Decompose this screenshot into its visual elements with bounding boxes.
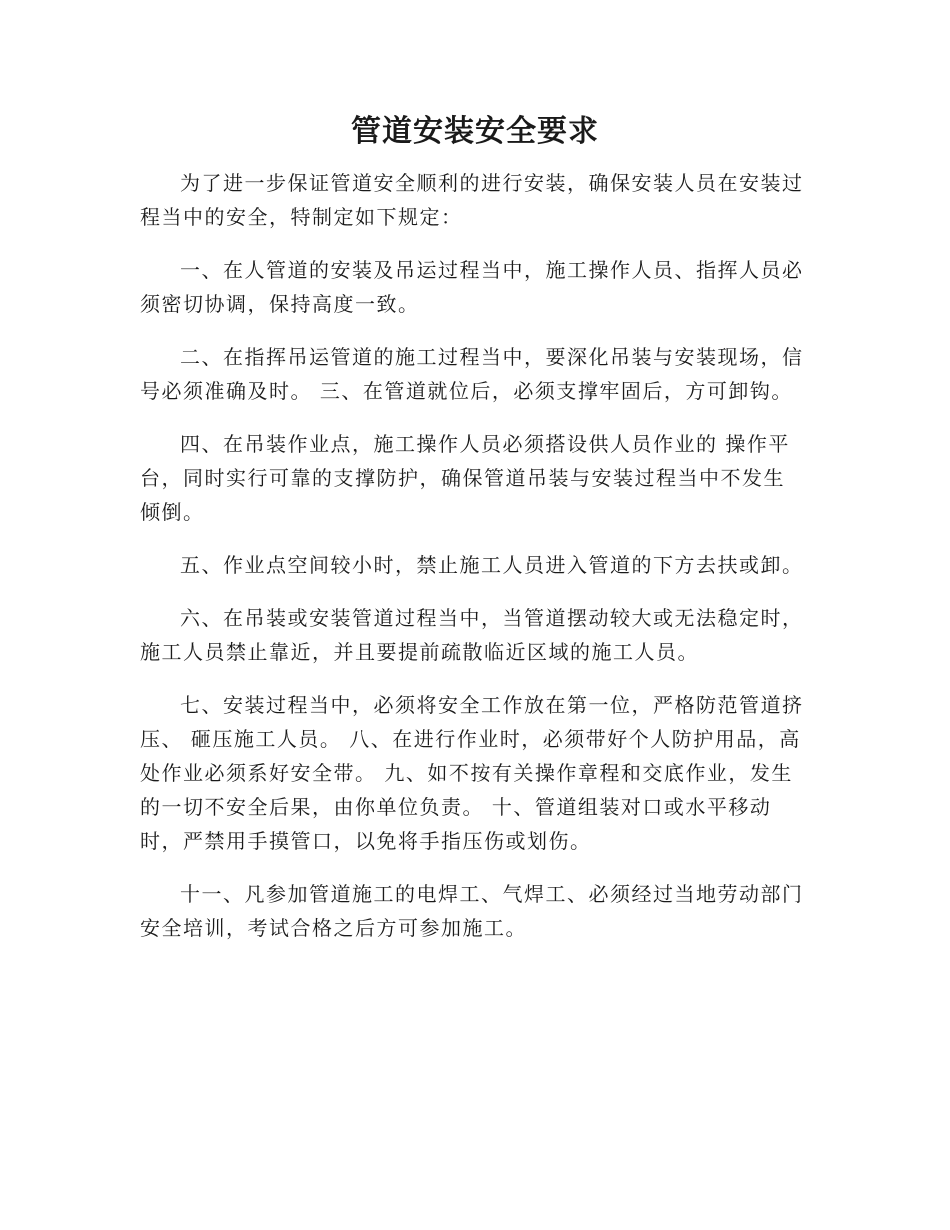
document-title: 管道安装安全要求 — [351, 114, 599, 149]
paragraph-rule-6: 六、在吊装或安装管道过程当中，当管道摆动较大或无法稳定时，施工人员禁止靠近，并且要提前疏散临近区域的施工人员。 — [140, 606, 804, 664]
paragraph-rule-2-3: 二、在指挥吊运管道的施工过程当中，要深化吊装与安装现场，信号必须准确及时。 三、在管道就位后，必须支撑牢固后，方可卸钩。 — [140, 345, 804, 403]
paragraph-rule-1: 一、在人管道的安装及吊运过程当中，施工操作人员、指挥人员必须密切协调，保持高度一致。 — [140, 258, 804, 316]
paragraph-rule-11: 十一、凡参加管道施工的电焊工、气焊工、必须经过当地劳动部门安全培训，考试合格之后方可参加施工。 — [140, 882, 804, 940]
paragraph-rule-5: 五、作业点空间较小时，禁止施工人员进入管道的下方去扶或卸。 — [180, 553, 804, 577]
paragraph-intro: 为了进一步保证管道安全顺利的进行安装，确保安装人员在安装过程当中的安全，特制定如下规定： — [140, 171, 804, 229]
paragraph-rule-7-10: 七、安装过程当中，必须将安全工作放在第一位，严格防范管道挤压、 砸压施工人员。 八、在进行作业时，必须带好个人防护用品，高处作业必须系好安全带。 九、如不按有关操作章程和交底作业，发生的一切不安全后果，由你单位负责。 十、管道组装对口或水平移动时，严禁用手摸管口，以免将手指压伤或划伤。 — [140, 693, 804, 853]
paragraph-rule-4: 四、在吊装作业点，施工操作人员必须搭设供人员作业的 操作平台，同时实行可靠的支撑防护，确保管道吊装与安装过程当中不发生倾倒。 — [140, 432, 790, 524]
document-body — [140, 166, 806, 964]
